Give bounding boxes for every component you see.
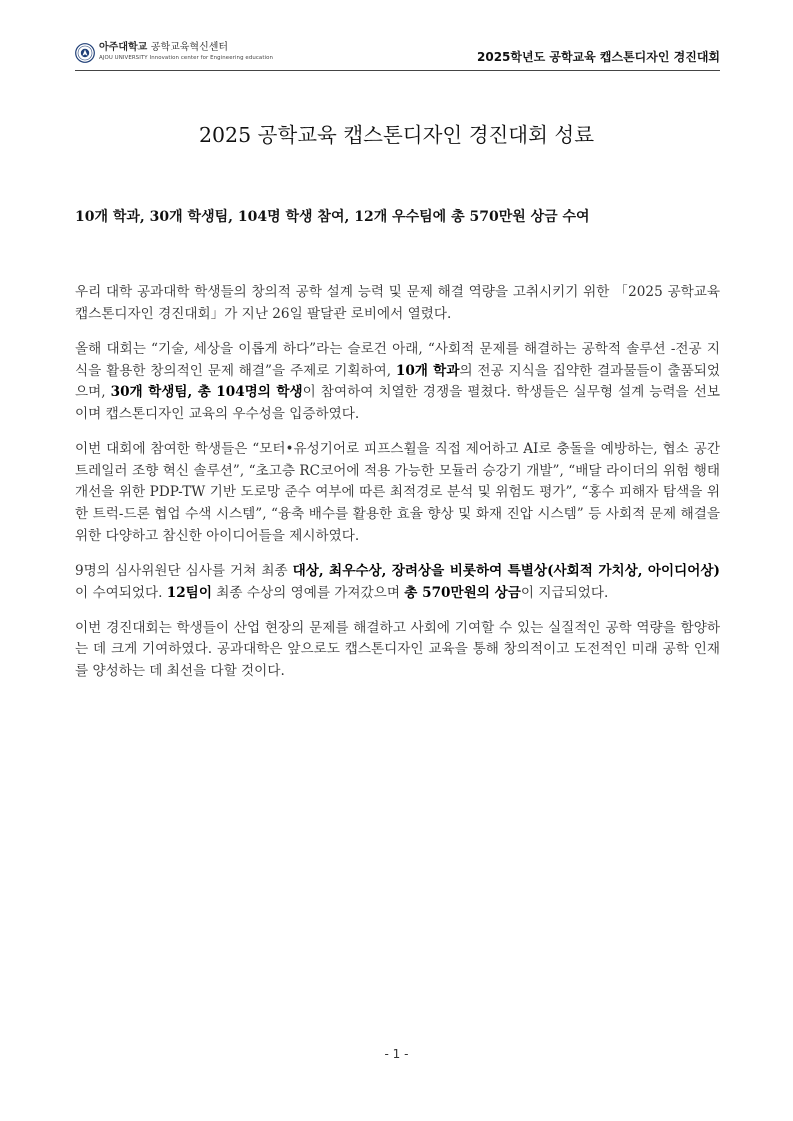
page-number: - 1 - xyxy=(384,1047,409,1061)
logo-english-name: AJOU UNIVERSITY Innovation center for Engineering education xyxy=(99,55,274,61)
paragraph-awards: 9명의 심사위원단 심사를 거쳐 최종 대상, 최우수상, 장려상을 비롯하여 특별상(사회적 가치상, 아이디어상)이 수여되었다. 12팀이 최종 수상의 영예를 가져갔으며 총 570만원의 상금이 지급되었다. xyxy=(75,562,720,601)
document-body xyxy=(75,282,720,696)
page-header xyxy=(75,42,720,71)
header-title: 2025학년도 공학교육 캡스톤디자인 경진대회 xyxy=(477,50,720,64)
paragraph-theme: 올해 대회는 “기술, 세상을 이롭게 하다”라는 슬로건 아래, “사회적 문제를 해결하는 공학적 솔루션 -전공 지식을 활용한 창의적인 문제 해결”을 주제로 기획하여, 10개 학과의 전공 지식을 집약한 결과물들이 출품되었으며, 30개 학생팀, 총 104명의 학생이 참여하여 치열한 경쟁을 펼쳤다. 학생들은 실무형 설계 능력을 선보이며 캡스톤디자인 교육의 우수성을 입증하였다. xyxy=(75,340,720,422)
document-subtitle: 10개 학과, 30개 학생팀, 104명 학생 참여, 12개 우수팀에 총 570만원 상금 수여 xyxy=(75,209,590,225)
university-seal-icon xyxy=(75,43,95,63)
paragraph-intro: 우리 대학 공과대학 학생들의 창의적 공학 설계 능력 및 문제 해결 역량을 고취시키기 위한 「2025 공학교육 캡스톤디자인 경진대회」가 지난 26일 팔달관 로비에서 열렸다. xyxy=(75,284,720,322)
document-title: 2025 공학교육 캡스톤디자인 경진대회 성료 xyxy=(198,123,595,147)
university-logo xyxy=(75,42,273,66)
logo-korean-name: 아주대학교 공학교육혁신센터 xyxy=(99,42,229,53)
paragraph-projects: 이번 대회에 참여한 학생들은 “모터•유성기어로 피프스휠을 직접 제어하고 AI로 충돌을 예방하는, 협소 공간 트레일러 조향 혁신 솔루션”, “초고층 RC코어에 적용 가능한 모듈러 승강기 개발”, “배달 라이더의 위험 행태 개선을 위한 PDP-TW 기반 도로망 준수 여부에 따른 최적경로 분석 및 위험도 평가”, “홍수 피해자 탐색을 위한 트럭-드론 협업 수색 시스템”, “융축 배수를 활용한 효율 향상 및 화재 진압 시스템” 등 사회적 문제 해결을 위한 다양하고 참신한 아이디어들을 제시하였다. xyxy=(75,441,720,544)
paragraph-closing: 이번 경진대회는 학생들이 산업 현장의 문제를 해결하고 사회에 기여할 수 있는 실질적인 공학 역량을 함양하는 데 크게 기여하였다. 공과대학은 앞으로도 캡스톤디자인 교육을 통해 창의적이고 도전적인 미래 공학 인재를 양성하는 데 최선을 다할 것이다. xyxy=(75,619,720,680)
